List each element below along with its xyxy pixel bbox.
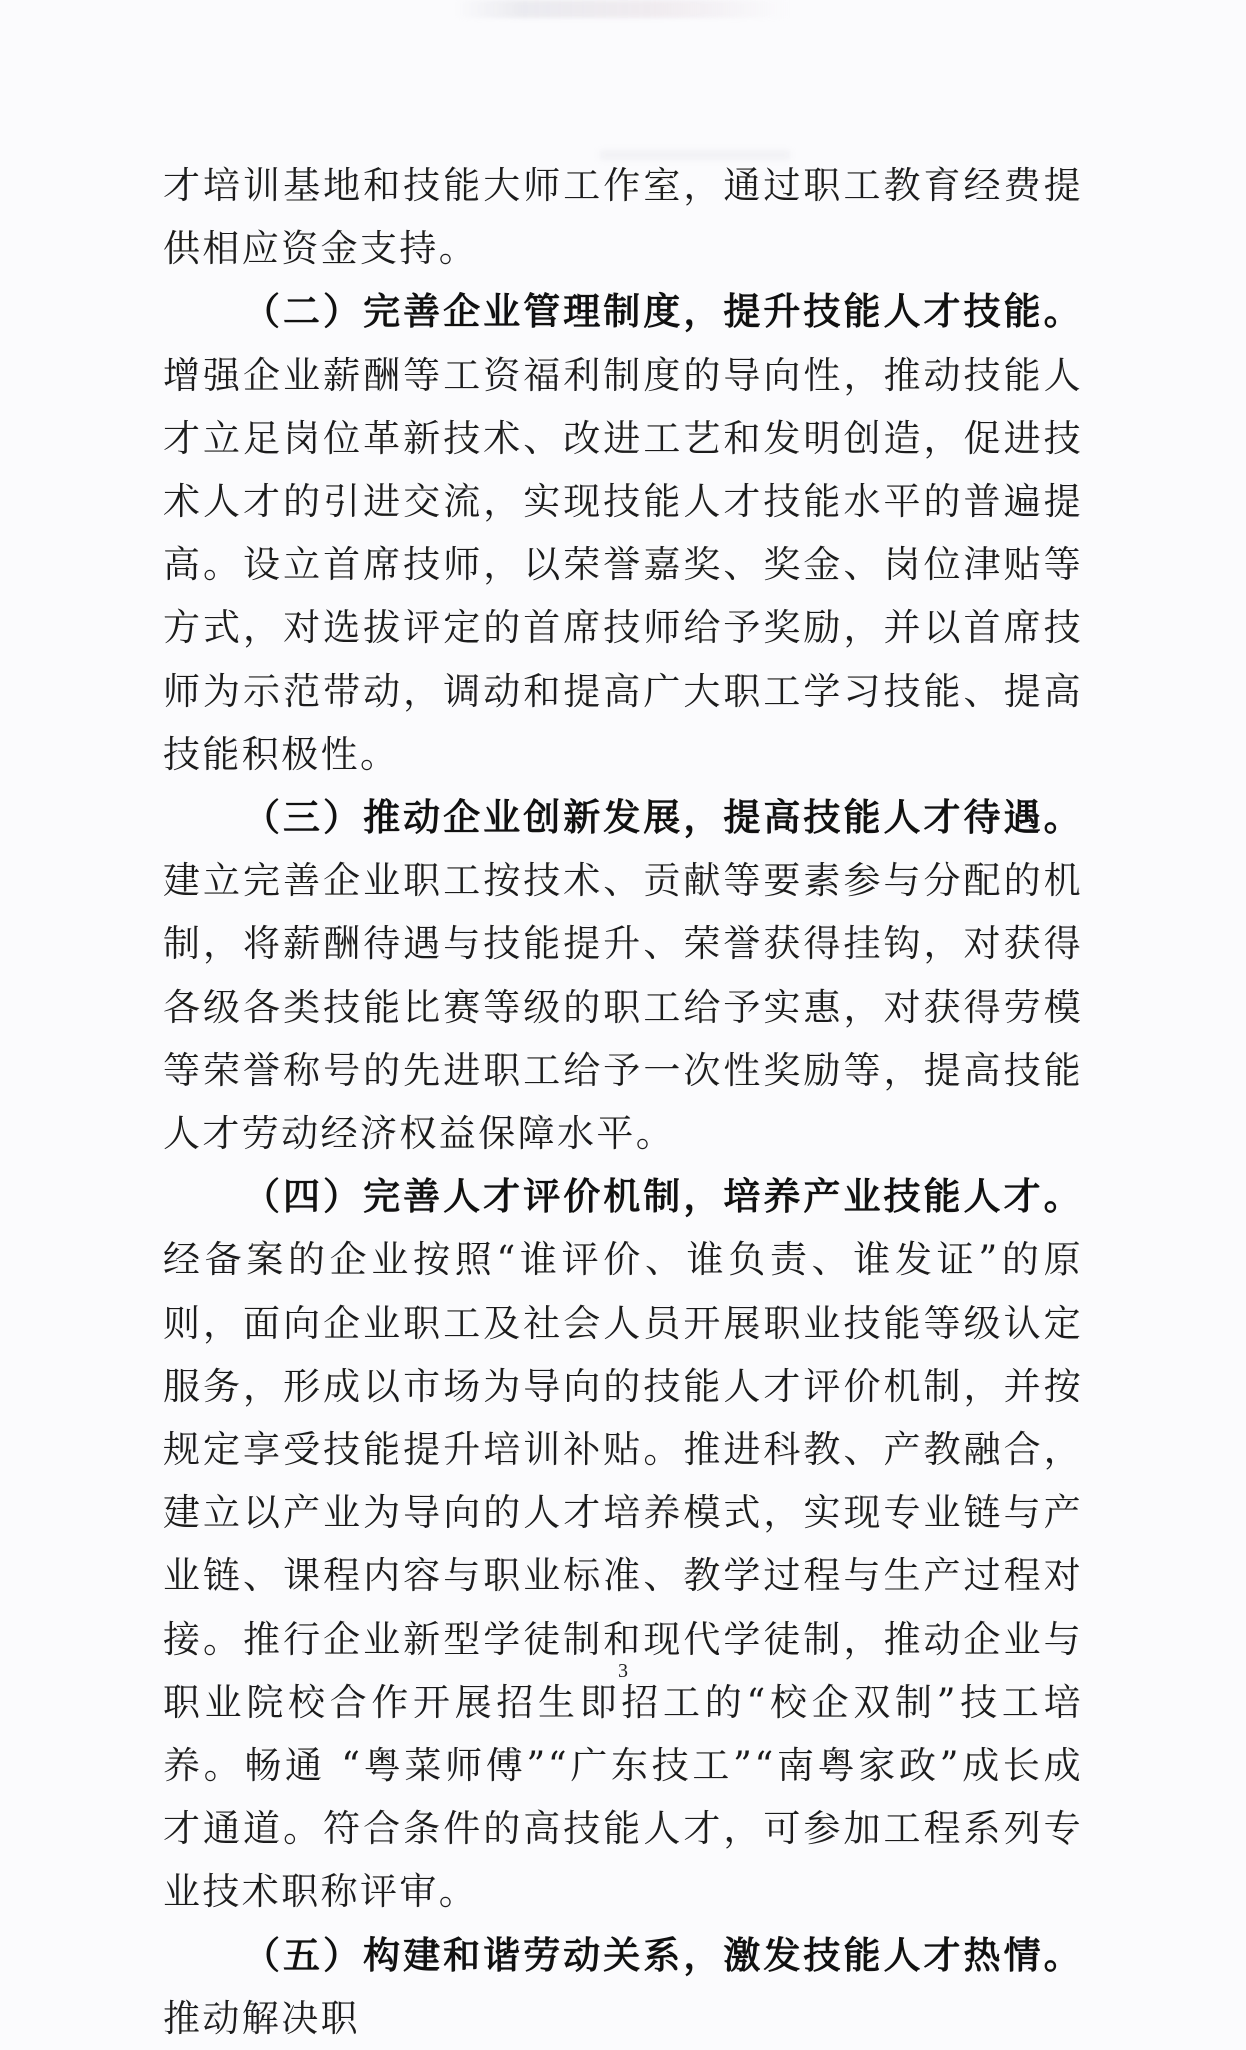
paragraph-text: 才培训基地和技能大师工作室，通过职工教育经费提供相应资金支持。 [163, 164, 1083, 271]
paragraph-section-5 [163, 1924, 1083, 2050]
section-heading: （四）完善人才评价机制，培养产业技能人才。 [243, 1174, 1083, 1219]
section-heading: （二）完善企业管理制度，提升技能人才技能。 [243, 289, 1083, 334]
document-page-body [163, 154, 1083, 2050]
paragraph-continuation [163, 154, 1083, 280]
section-heading: （三）推动企业创新发展，提高技能人才待遇。 [243, 795, 1083, 840]
paragraph-text: 推动解决职 [163, 1996, 360, 2040]
paragraph-text: 经备案的企业按照“谁评价、谁负责、谁发证”的原则，面向企业职工及社会人员开展职业技能等级认定服务，形成以市场为导向的技能人才评价机制，并按规定享受技能提升培训补贴。推进科教、产教融合，建立以产业为导向的人才培养模式，实现专业链与产业链、课程内容与职业标准、教学过程与生产过程对接。推行企业新型学徒制和现代学徒制，推动企业与职业院校合作开展招生即招工的“校企双制”技工培养。畅通 “粤菜师傅”“广东技工”“南粤家政”成长成才通道。符合条件的高技能人才，可参加工程系列专业技术职称评审。 [163, 1238, 1083, 1914]
page-number: 3 [618, 1660, 628, 1682]
paragraph-section-3 [163, 786, 1083, 1165]
paragraph-section-2 [163, 280, 1083, 786]
paragraph-text: 建立完善企业职工按技术、贡献等要素参与分配的机制，将薪酬待遇与技能提升、荣誉获得挂钩，对获得各级各类技能比赛等级的职工给予实惠，对获得劳模等荣誉称号的先进职工给予一次性奖励等，提高技能人才劳动经济权益保障水平。 [163, 859, 1083, 1156]
scan-bleed-through [455, 0, 790, 18]
section-heading: （五）构建和谐劳动关系，激发技能人才热情。 [243, 1932, 1083, 1977]
paragraph-section-4 [163, 1165, 1083, 1923]
paragraph-text: 增强企业薪酬等工资福利制度的导向性，推动技能人才立足岗位革新技术、改进工艺和发明创造，促进技术人才的引进交流，实现技能人才技能水平的普遍提高。设立首席技师，以荣誉嘉奖、奖金、岗位津贴等方式，对选拔评定的首席技师给予奖励，并以首席技师为示范带动，调动和提高广大职工学习技能、提高技能积极性。 [163, 353, 1083, 776]
